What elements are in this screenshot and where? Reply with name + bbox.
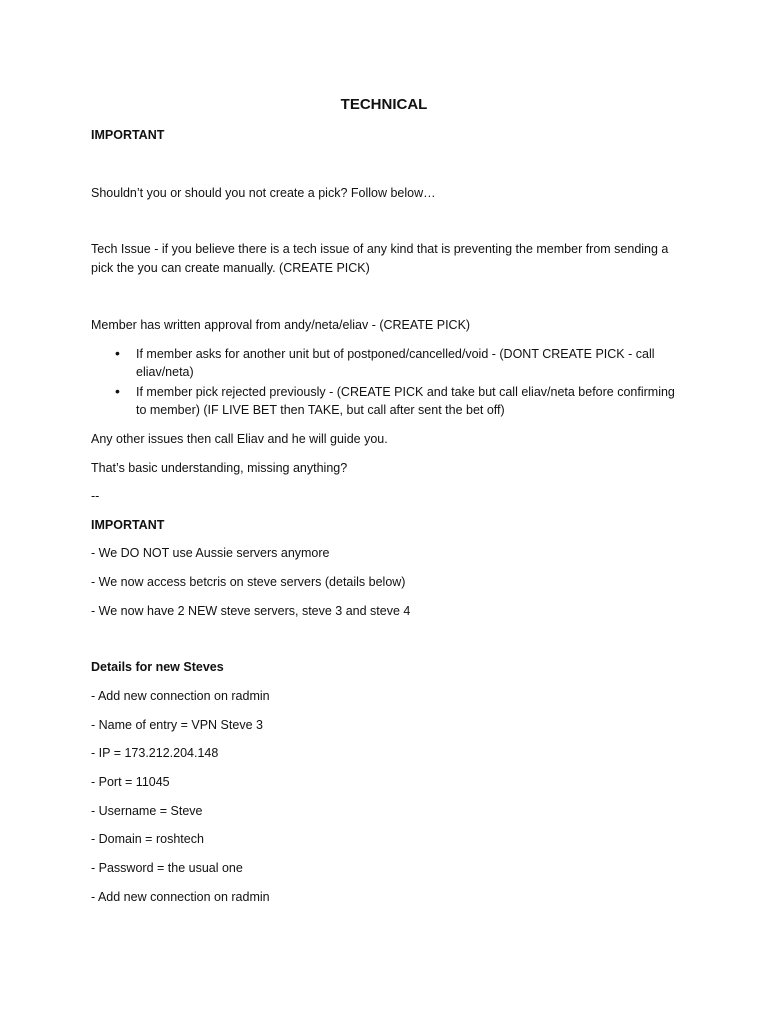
detail-line: - Add new connection on radmin: [91, 689, 270, 703]
tech-issue-line-2: pick the you can create manually. (CREATE PICK): [91, 261, 370, 275]
important-heading: IMPORTANT: [91, 128, 165, 142]
question-text: Shouldn’t you or should you not create a pick? Follow below…: [91, 186, 436, 200]
detail-line: - Password = the usual one: [91, 861, 243, 875]
bullet-2-line-2: to member) (IF LIVE BET then TAKE, but call after sent the bet off): [136, 403, 505, 417]
server-note-1: - We DO NOT use Aussie servers anymore: [91, 546, 330, 560]
other-issues-text: Any other issues then call Eliav and he will guide you.: [91, 432, 388, 446]
server-note-3: - We now have 2 NEW steve servers, steve 3 and steve 4: [91, 604, 411, 618]
detail-line: - Port = 11045: [91, 775, 170, 789]
detail-line: - Name of entry = VPN Steve 3: [91, 718, 263, 732]
separator-text: --: [91, 489, 100, 503]
detail-line: - Add new connection on radmin: [91, 890, 270, 904]
server-note-2: - We now access betcris on steve servers (details below): [91, 575, 406, 589]
detail-line: - Username = Steve: [91, 804, 203, 818]
document-title: TECHNICAL: [340, 96, 428, 113]
details-heading: Details for new Steves: [91, 660, 224, 674]
tech-issue-line-1: Tech Issue - if you believe there is a tech issue of any kind that is preventing the member from sending a: [91, 242, 669, 256]
bullet-icon: •: [115, 345, 120, 361]
bullet-1-line-1: If member asks for another unit but of postponed/cancelled/void - (DONT CREATE PICK - call: [136, 347, 655, 361]
bullet-1-line-2: eliav/neta): [136, 365, 194, 379]
bullet-icon: •: [115, 383, 120, 399]
basic-understanding-text: That’s basic understanding, missing anything?: [91, 461, 348, 475]
approval-text: Member has written approval from andy/neta/eliav - (CREATE PICK): [91, 318, 471, 332]
detail-line: - Domain = roshtech: [91, 832, 204, 846]
bullet-2-line-1: If member pick rejected previously - (CREATE PICK and take but call eliav/neta before confirming: [136, 385, 675, 399]
detail-line: - IP = 173.212.204.148: [91, 746, 219, 760]
important-heading-2: IMPORTANT: [91, 518, 165, 532]
